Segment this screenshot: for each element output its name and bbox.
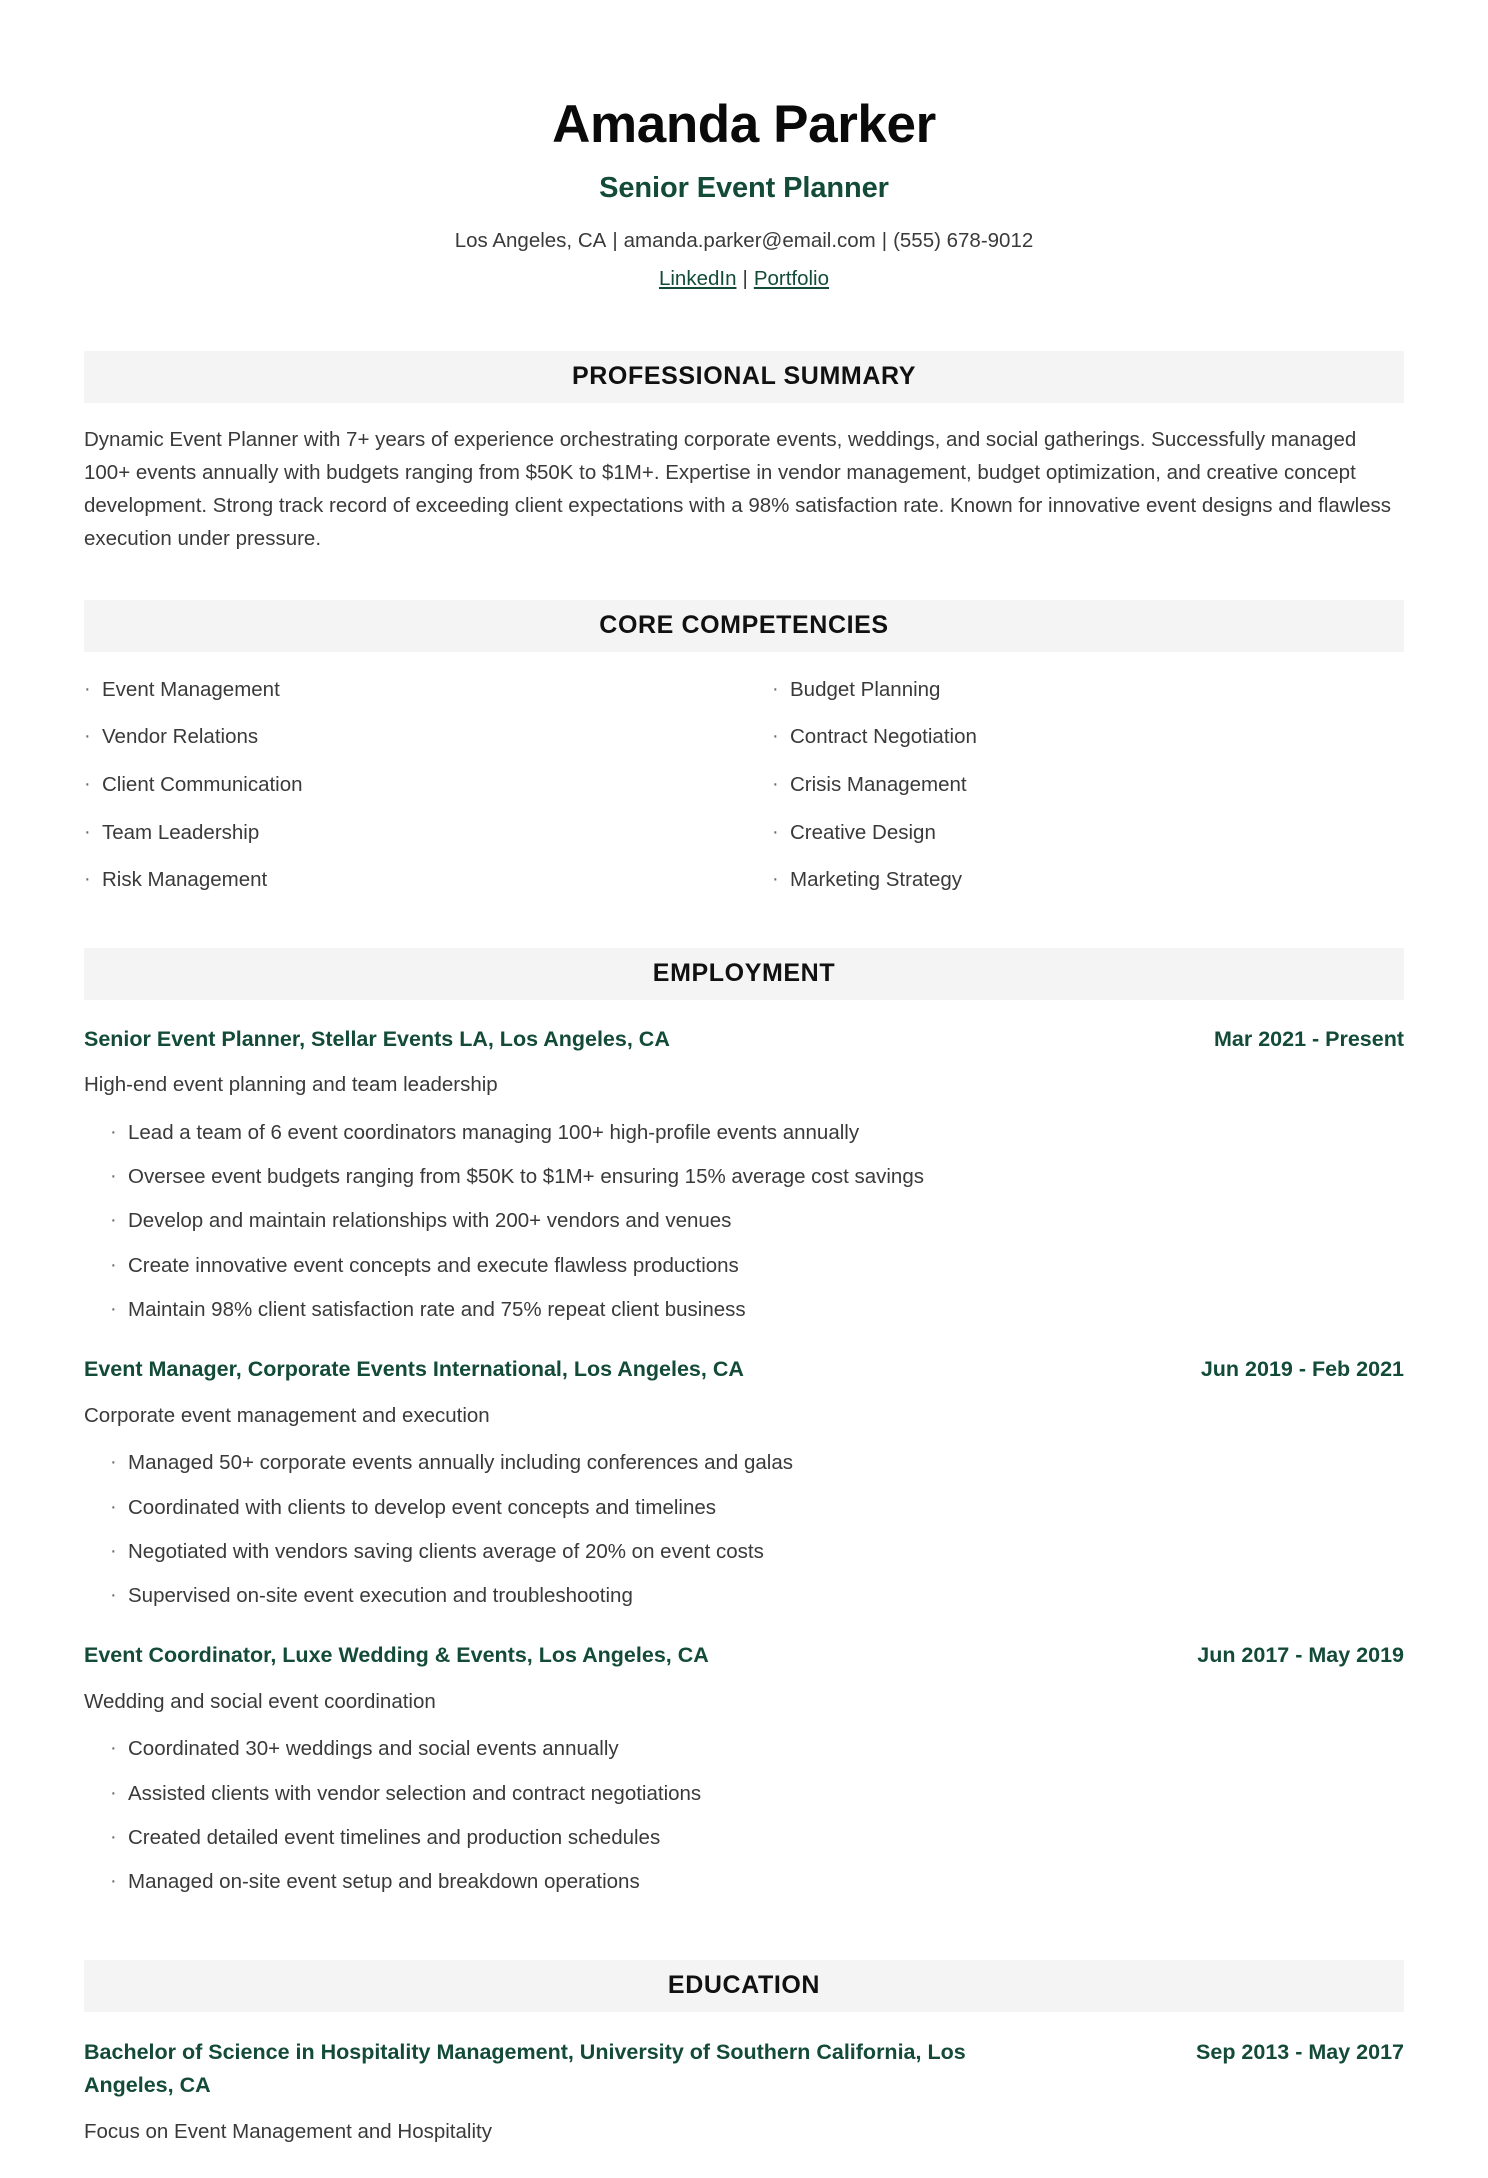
employment-bullet-text: Maintain 98% client satisfaction rate and 75% repeat client business <box>128 1298 746 1322</box>
bullet-dot-icon: · <box>110 1120 117 1143</box>
employment-bullet-text: Assisted clients with vendor selection and contract negotiations <box>128 1781 702 1805</box>
employment-bullet <box>84 1530 1404 1574</box>
employment-bullet <box>84 1486 1404 1530</box>
competency-label: Vendor Relations <box>102 725 259 749</box>
competency-item <box>744 856 1404 904</box>
contact-line <box>84 225 1404 257</box>
competency-label: Contract Negotiation <box>790 725 977 749</box>
bullet-dot-icon: · <box>84 772 91 795</box>
competency-label: Risk Management <box>102 868 268 892</box>
competency-label: Marketing Strategy <box>790 868 963 892</box>
spacer-after-competencies <box>84 904 1404 948</box>
education-entry <box>84 2032 1404 2147</box>
contact-phone: (555) 678-9012 <box>893 229 1034 253</box>
employment-date: Mar 2021 - Present <box>1213 1027 1404 1051</box>
section-core-competencies <box>84 600 1404 904</box>
employment-title: Senior Event Planner, Stellar Events LA, Los Angeles, CA <box>84 1027 670 1051</box>
summary-body <box>84 403 1404 556</box>
bullet-dot-icon: · <box>84 820 91 843</box>
education-entry-header <box>84 2036 1404 2101</box>
contact-separator-2: | <box>881 229 888 253</box>
education-date: Sep 2013 - May 2017 <box>1196 2040 1404 2065</box>
spacer-after-header <box>84 295 1404 351</box>
section-employment <box>84 948 1404 1904</box>
bullet-dot-icon: · <box>110 1209 117 1232</box>
employment-bullet <box>84 1155 1404 1199</box>
links-separator: | <box>742 267 748 291</box>
bullet-dot-icon: · <box>110 1495 117 1518</box>
employment-bullet <box>84 1199 1404 1243</box>
linkedin-link[interactable]: LinkedIn <box>658 267 737 291</box>
section-professional-summary <box>84 351 1404 556</box>
competency-item <box>84 856 744 904</box>
employment-bullets <box>84 1431 1404 1618</box>
bullet-dot-icon: · <box>110 1825 117 1848</box>
bullet-dot-icon: · <box>772 677 779 700</box>
spacer-bottom <box>84 2148 1404 2178</box>
resume-header <box>84 96 1404 295</box>
education-body <box>84 2012 1404 2147</box>
section-title-education: EDUCATION <box>667 1971 821 2000</box>
resume-sheet <box>84 0 1404 2178</box>
employment-entry-header <box>84 1354 1404 1385</box>
summary-paragraph: Dynamic Event Planner with 7+ years of experience orchestrating corporate events, weddings, and social gatherings. Successfully managed 100+ events annually with budgets ranging from $50K to $1M+. Expertise in vendor management, budget optimization, and creative concept development. Strong track record of exceeding client expectations with a 98% satisfaction rate. Known for innovative event designs and flawless execution under pressure. <box>84 427 1392 551</box>
employment-title: Event Manager, Corporate Events International, Los Angeles, CA <box>84 1357 744 1382</box>
competency-item <box>744 713 1404 761</box>
employment-bullet <box>84 1288 1404 1332</box>
section-band-competencies <box>84 600 1404 652</box>
competency-item <box>84 666 744 714</box>
candidate-name: Amanda Parker <box>552 95 936 154</box>
bullet-dot-icon: · <box>772 725 779 748</box>
section-band-summary <box>84 351 1404 403</box>
bullet-dot-icon: · <box>110 1781 117 1804</box>
employment-bullet-text: Coordinated with clients to develop event concepts and timelines <box>128 1495 717 1519</box>
employment-bullet-text: Oversee event budgets ranging from $50K to $1M+ ensuring 15% average cost savings <box>128 1165 924 1189</box>
employment-bullet <box>84 1816 1404 1860</box>
section-title-summary: PROFESSIONAL SUMMARY <box>572 361 916 390</box>
competency-item <box>84 809 744 857</box>
employment-body <box>84 1000 1404 1904</box>
employment-bullet-text: Negotiated with vendors saving clients average of 20% on event costs <box>128 1539 764 1563</box>
bullet-dot-icon: · <box>110 1298 117 1321</box>
employment-bullet-text: Lead a team of 6 event coordinators managing 100+ high-profile events annually <box>128 1120 860 1144</box>
competencies-grid <box>84 652 1404 904</box>
employment-bullets <box>84 1101 1404 1332</box>
education-title: Bachelor of Science in Hospitality Management, University of Southern California, Los Angeles, CA <box>84 2040 966 2097</box>
bullet-dot-icon: · <box>110 1165 117 1188</box>
section-band-education <box>84 1960 1404 2012</box>
contact-separator-1: | <box>612 229 618 253</box>
competency-label: Crisis Management <box>790 772 967 796</box>
employment-bullet-text: Create innovative event concepts and execute flawless productions <box>128 1253 739 1277</box>
employment-bullet <box>84 1727 1404 1771</box>
section-title-employment: EMPLOYMENT <box>652 959 836 987</box>
employment-bullet-text: Supervised on-site event execution and troubleshooting <box>128 1584 633 1608</box>
bullet-dot-icon: · <box>84 677 91 700</box>
bullet-dot-icon: · <box>772 868 779 891</box>
employment-entry-header <box>84 1640 1404 1671</box>
section-band-employment <box>84 948 1404 1000</box>
competency-label: Budget Planning <box>790 677 941 701</box>
employment-bullet <box>84 1441 1404 1485</box>
bullet-dot-icon: · <box>84 725 91 748</box>
bullet-dot-icon: · <box>110 1253 117 1276</box>
bullet-dot-icon: · <box>110 1451 117 1474</box>
competency-item <box>84 761 744 809</box>
employment-bullet-text: Coordinated 30+ weddings and social events annually <box>128 1737 619 1761</box>
contact-links-line <box>84 263 1404 295</box>
bullet-dot-icon: · <box>110 1870 117 1893</box>
employment-entry-header <box>84 1024 1404 1055</box>
employment-subtitle: Wedding and social event coordination <box>84 1689 436 1713</box>
bullet-dot-icon: · <box>772 772 779 795</box>
spacer-after-employment <box>84 1904 1404 1960</box>
competency-label: Event Management <box>102 677 280 701</box>
competency-item <box>744 666 1404 714</box>
employment-bullet <box>84 1772 1404 1816</box>
education-subtitle: Focus on Event Management and Hospitality <box>84 2119 492 2143</box>
employment-bullet-text: Managed 50+ corporate events annually including conferences and galas <box>128 1451 793 1475</box>
competency-label: Client Communication <box>102 772 303 796</box>
employment-date: Jun 2017 - May 2019 <box>1197 1643 1404 1668</box>
employment-bullet <box>84 1574 1404 1618</box>
employment-bullets <box>84 1717 1404 1904</box>
employment-bullet-text: Develop and maintain relationships with 200+ vendors and venues <box>128 1209 732 1233</box>
contact-location: Los Angeles, CA <box>454 229 607 253</box>
employment-entry <box>84 1618 1404 1904</box>
competency-label: Creative Design <box>790 820 936 844</box>
competency-item <box>744 809 1404 857</box>
section-education <box>84 1960 1404 2147</box>
contact-email: amanda.parker@email.com <box>623 229 876 253</box>
employment-subtitle: Corporate event management and execution <box>84 1403 490 1427</box>
employment-entry <box>84 1332 1404 1618</box>
employment-bullet <box>84 1860 1404 1904</box>
competency-item <box>744 761 1404 809</box>
portfolio-link[interactable]: Portfolio <box>753 267 830 291</box>
competency-item <box>84 713 744 761</box>
spacer-after-summary <box>84 556 1404 600</box>
employment-subtitle: High-end event planning and team leadership <box>84 1073 498 1097</box>
employment-bullet-text: Created detailed event timelines and production schedules <box>128 1825 661 1849</box>
bullet-dot-icon: · <box>110 1584 117 1607</box>
section-title-competencies: CORE COMPETENCIES <box>599 610 889 639</box>
employment-bullet <box>84 1111 1404 1155</box>
employment-entry <box>84 1020 1404 1332</box>
employment-bullet <box>84 1244 1404 1288</box>
employment-title: Event Coordinator, Luxe Wedding & Events, Los Angeles, CA <box>84 1643 709 1668</box>
employment-date: Jun 2019 - Feb 2021 <box>1200 1357 1404 1382</box>
employment-bullet-text: Managed on-site event setup and breakdown operations <box>128 1870 640 1894</box>
bullet-dot-icon: · <box>84 868 91 891</box>
bullet-dot-icon: · <box>110 1539 117 1562</box>
competency-label: Team Leadership <box>102 820 260 844</box>
candidate-role: Senior Event Planner <box>599 172 889 205</box>
bullet-dot-icon: · <box>110 1737 117 1760</box>
bullet-dot-icon: · <box>772 820 779 843</box>
